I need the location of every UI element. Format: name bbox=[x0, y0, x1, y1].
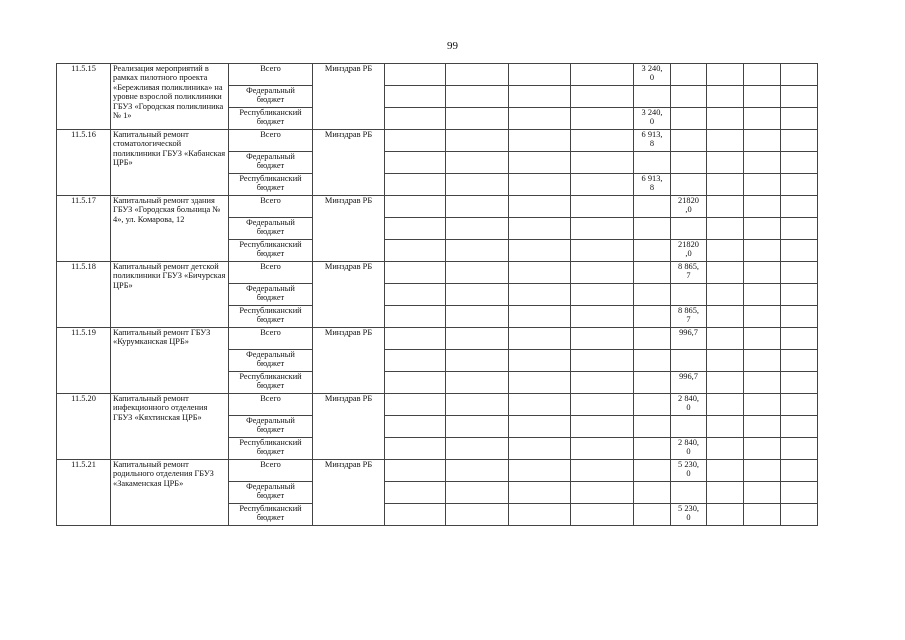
amount-cell: 5 230, 0 bbox=[671, 460, 707, 482]
amount-cell bbox=[571, 130, 634, 152]
measure-name: Капитальный ремонт ГБУЗ «Курумканская ЦРБ» bbox=[111, 328, 229, 394]
amount-cell: 3 240, 0 bbox=[634, 64, 671, 86]
amount-cell: 8 865, 7 bbox=[671, 262, 707, 284]
amount-cell bbox=[509, 284, 571, 306]
amount-cell bbox=[671, 64, 707, 86]
amount-cell bbox=[744, 438, 781, 460]
amount-cell bbox=[509, 328, 571, 350]
amount-cell bbox=[634, 196, 671, 218]
amount-cell bbox=[744, 394, 781, 416]
amount-cell bbox=[571, 152, 634, 174]
amount-cell bbox=[634, 328, 671, 350]
amount-cell bbox=[509, 130, 571, 152]
amount-cell bbox=[385, 350, 446, 372]
amount-cell bbox=[634, 482, 671, 504]
amount-cell bbox=[671, 416, 707, 438]
amount-cell bbox=[634, 460, 671, 482]
funding-source: Республиканский бюджет bbox=[229, 504, 313, 526]
executor: Минздрав РБ bbox=[313, 328, 385, 394]
amount-cell bbox=[446, 504, 509, 526]
amount-cell bbox=[707, 262, 744, 284]
amount-cell bbox=[744, 350, 781, 372]
amount-cell bbox=[509, 196, 571, 218]
amount-cell bbox=[707, 306, 744, 328]
amount-cell bbox=[571, 350, 634, 372]
amount-cell bbox=[707, 64, 744, 86]
funding-source: Федеральный бюджет bbox=[229, 86, 313, 108]
amount-cell bbox=[634, 504, 671, 526]
amount-cell bbox=[509, 152, 571, 174]
amount-cell bbox=[707, 504, 744, 526]
amount-cell bbox=[634, 306, 671, 328]
amount-cell bbox=[571, 504, 634, 526]
amount-cell bbox=[671, 350, 707, 372]
amount-cell bbox=[385, 262, 446, 284]
funding-source: Всего bbox=[229, 130, 313, 152]
amount-cell bbox=[571, 416, 634, 438]
amount-cell bbox=[781, 262, 818, 284]
amount-cell bbox=[634, 350, 671, 372]
amount-cell bbox=[571, 174, 634, 196]
amount-cell bbox=[744, 240, 781, 262]
amount-cell bbox=[707, 438, 744, 460]
amount-cell bbox=[707, 152, 744, 174]
amount-cell: 6 913, 8 bbox=[634, 174, 671, 196]
amount-cell bbox=[509, 240, 571, 262]
amount-cell bbox=[571, 218, 634, 240]
amount-cell bbox=[446, 350, 509, 372]
funding-source: Федеральный бюджет bbox=[229, 350, 313, 372]
table-row bbox=[57, 394, 818, 416]
amount-cell bbox=[385, 416, 446, 438]
funding-source: Всего bbox=[229, 262, 313, 284]
amount-cell: 996,7 bbox=[671, 372, 707, 394]
amount-cell bbox=[446, 86, 509, 108]
amount-cell bbox=[744, 504, 781, 526]
amount-cell bbox=[634, 284, 671, 306]
amount-cell: 996,7 bbox=[671, 328, 707, 350]
amount-cell bbox=[634, 152, 671, 174]
funding-source: Республиканский бюджет bbox=[229, 438, 313, 460]
amount-cell bbox=[509, 174, 571, 196]
row-number: 11.5.15 bbox=[57, 64, 111, 130]
amount-cell bbox=[446, 130, 509, 152]
amount-cell bbox=[671, 86, 707, 108]
amount-cell bbox=[385, 504, 446, 526]
amount-cell bbox=[571, 438, 634, 460]
amount-cell bbox=[446, 482, 509, 504]
amount-cell bbox=[509, 482, 571, 504]
table-row bbox=[57, 328, 818, 350]
amount-cell bbox=[385, 218, 446, 240]
amount-cell bbox=[781, 64, 818, 86]
amount-cell bbox=[671, 482, 707, 504]
amount-cell bbox=[781, 130, 818, 152]
amount-cell bbox=[744, 86, 781, 108]
amount-cell bbox=[385, 86, 446, 108]
amount-cell bbox=[385, 328, 446, 350]
amount-cell bbox=[385, 174, 446, 196]
amount-cell bbox=[744, 64, 781, 86]
amount-cell bbox=[634, 240, 671, 262]
amount-cell bbox=[744, 328, 781, 350]
amount-cell bbox=[781, 328, 818, 350]
amount-cell bbox=[385, 108, 446, 130]
amount-cell bbox=[634, 438, 671, 460]
amount-cell bbox=[781, 306, 818, 328]
amount-cell bbox=[707, 130, 744, 152]
amount-cell bbox=[446, 328, 509, 350]
amount-cell bbox=[385, 482, 446, 504]
funding-source: Федеральный бюджет bbox=[229, 482, 313, 504]
amount-cell bbox=[671, 284, 707, 306]
amount-cell bbox=[671, 174, 707, 196]
row-number: 11.5.20 bbox=[57, 394, 111, 460]
amount-cell bbox=[509, 416, 571, 438]
amount-cell bbox=[446, 152, 509, 174]
amount-cell bbox=[446, 460, 509, 482]
amount-cell bbox=[385, 64, 446, 86]
amount-cell bbox=[671, 218, 707, 240]
row-number: 11.5.17 bbox=[57, 196, 111, 262]
funding-source: Всего bbox=[229, 64, 313, 86]
amount-cell bbox=[634, 262, 671, 284]
amount-cell bbox=[707, 416, 744, 438]
amount-cell bbox=[571, 108, 634, 130]
amount-cell bbox=[446, 174, 509, 196]
executor: Минздрав РБ bbox=[313, 394, 385, 460]
amount-cell: 2 840, 0 bbox=[671, 394, 707, 416]
amount-cell bbox=[781, 372, 818, 394]
budget-table bbox=[56, 63, 818, 526]
amount-cell bbox=[634, 218, 671, 240]
amount-cell bbox=[781, 394, 818, 416]
amount-cell bbox=[781, 482, 818, 504]
amount-cell bbox=[385, 460, 446, 482]
executor: Минздрав РБ bbox=[313, 196, 385, 262]
amount-cell bbox=[781, 152, 818, 174]
amount-cell bbox=[385, 438, 446, 460]
funding-source: Республиканский бюджет bbox=[229, 372, 313, 394]
amount-cell bbox=[446, 438, 509, 460]
amount-cell bbox=[509, 86, 571, 108]
amount-cell bbox=[571, 372, 634, 394]
table-row bbox=[57, 130, 818, 152]
amount-cell bbox=[744, 482, 781, 504]
table-row bbox=[57, 262, 818, 284]
amount-cell bbox=[385, 240, 446, 262]
amount-cell bbox=[781, 240, 818, 262]
row-number: 11.5.21 bbox=[57, 460, 111, 526]
amount-cell bbox=[744, 130, 781, 152]
amount-cell: 6 913, 8 bbox=[634, 130, 671, 152]
amount-cell bbox=[671, 152, 707, 174]
row-number: 11.5.18 bbox=[57, 262, 111, 328]
amount-cell bbox=[446, 306, 509, 328]
executor: Минздрав РБ bbox=[313, 460, 385, 526]
measure-name: Капитальный ремонт стоматологической поликлиники ГБУЗ «Кабанская ЦРБ» bbox=[111, 130, 229, 196]
amount-cell bbox=[571, 262, 634, 284]
amount-cell bbox=[781, 460, 818, 482]
amount-cell bbox=[707, 174, 744, 196]
amount-cell bbox=[744, 372, 781, 394]
amount-cell bbox=[509, 306, 571, 328]
amount-cell bbox=[744, 196, 781, 218]
amount-cell bbox=[707, 284, 744, 306]
measure-name: Капитальный ремонт здания ГБУЗ «Городская больница № 4», ул. Комарова, 12 bbox=[111, 196, 229, 262]
amount-cell bbox=[744, 460, 781, 482]
amount-cell bbox=[781, 284, 818, 306]
amount-cell bbox=[385, 284, 446, 306]
amount-cell bbox=[509, 262, 571, 284]
table-row bbox=[57, 196, 818, 218]
amount-cell bbox=[385, 394, 446, 416]
amount-cell bbox=[571, 394, 634, 416]
amount-cell: 21820 ,0 bbox=[671, 196, 707, 218]
amount-cell bbox=[707, 218, 744, 240]
amount-cell bbox=[671, 130, 707, 152]
amount-cell: 5 230, 0 bbox=[671, 504, 707, 526]
amount-cell bbox=[707, 372, 744, 394]
amount-cell bbox=[781, 438, 818, 460]
amount-cell bbox=[781, 350, 818, 372]
amount-cell: 8 865, 7 bbox=[671, 306, 707, 328]
row-number: 11.5.19 bbox=[57, 328, 111, 394]
amount-cell bbox=[385, 196, 446, 218]
amount-cell bbox=[385, 130, 446, 152]
executor: Минздрав РБ bbox=[313, 262, 385, 328]
amount-cell bbox=[707, 482, 744, 504]
amount-cell bbox=[509, 460, 571, 482]
funding-source: Республиканский бюджет bbox=[229, 240, 313, 262]
amount-cell: 21820 ,0 bbox=[671, 240, 707, 262]
amount-cell bbox=[744, 306, 781, 328]
amount-cell bbox=[509, 504, 571, 526]
amount-cell bbox=[571, 460, 634, 482]
amount-cell bbox=[744, 416, 781, 438]
amount-cell bbox=[446, 64, 509, 86]
amount-cell bbox=[781, 416, 818, 438]
amount-cell bbox=[744, 284, 781, 306]
funding-source: Республиканский бюджет bbox=[229, 108, 313, 130]
measure-name: Капитальный ремонт детской поликлиники ГБУЗ «Бичурская ЦРБ» bbox=[111, 262, 229, 328]
amount-cell bbox=[509, 350, 571, 372]
amount-cell bbox=[571, 64, 634, 86]
amount-cell bbox=[707, 350, 744, 372]
amount-cell bbox=[744, 108, 781, 130]
amount-cell bbox=[509, 438, 571, 460]
amount-cell bbox=[446, 372, 509, 394]
funding-source: Всего bbox=[229, 460, 313, 482]
amount-cell bbox=[446, 416, 509, 438]
amount-cell bbox=[707, 394, 744, 416]
amount-cell bbox=[509, 108, 571, 130]
amount-cell bbox=[571, 306, 634, 328]
amount-cell bbox=[509, 64, 571, 86]
amount-cell bbox=[571, 284, 634, 306]
funding-source: Всего bbox=[229, 196, 313, 218]
amount-cell bbox=[671, 108, 707, 130]
executor: Минздрав РБ bbox=[313, 64, 385, 130]
table-row bbox=[57, 64, 818, 86]
funding-source: Федеральный бюджет bbox=[229, 218, 313, 240]
amount-cell bbox=[707, 86, 744, 108]
amount-cell bbox=[744, 174, 781, 196]
amount-cell bbox=[634, 86, 671, 108]
amount-cell bbox=[446, 284, 509, 306]
amount-cell bbox=[707, 196, 744, 218]
funding-source: Республиканский бюджет bbox=[229, 306, 313, 328]
amount-cell bbox=[781, 174, 818, 196]
amount-cell bbox=[634, 416, 671, 438]
amount-cell bbox=[446, 240, 509, 262]
amount-cell bbox=[744, 152, 781, 174]
measure-name: Капитальный ремонт родильного отделения ГБУЗ «Закаменская ЦРБ» bbox=[111, 460, 229, 526]
amount-cell bbox=[571, 196, 634, 218]
row-number: 11.5.16 bbox=[57, 130, 111, 196]
amount-cell bbox=[509, 372, 571, 394]
funding-source: Федеральный бюджет bbox=[229, 152, 313, 174]
amount-cell bbox=[446, 262, 509, 284]
amount-cell bbox=[744, 218, 781, 240]
table-row bbox=[57, 460, 818, 482]
funding-source: Всего bbox=[229, 328, 313, 350]
amount-cell bbox=[781, 196, 818, 218]
amount-cell bbox=[634, 394, 671, 416]
amount-cell bbox=[707, 460, 744, 482]
amount-cell bbox=[781, 86, 818, 108]
amount-cell bbox=[509, 218, 571, 240]
amount-cell bbox=[744, 262, 781, 284]
amount-cell bbox=[707, 328, 744, 350]
amount-cell bbox=[446, 394, 509, 416]
amount-cell: 3 240, 0 bbox=[634, 108, 671, 130]
executor: Минздрав РБ bbox=[313, 130, 385, 196]
measure-name: Реализация мероприятий в рамках пилотного проекта «Бережливая поликлиника» на уровне взрослой поликлиники ГБУЗ «Городская поликлиника № 1» bbox=[111, 64, 229, 130]
amount-cell bbox=[446, 218, 509, 240]
amount-cell bbox=[781, 108, 818, 130]
amount-cell bbox=[446, 196, 509, 218]
measure-name: Капитальный ремонт инфекционного отделения ГБУЗ «Кяхтинская ЦРБ» bbox=[111, 394, 229, 460]
amount-cell bbox=[446, 108, 509, 130]
amount-cell bbox=[385, 306, 446, 328]
amount-cell bbox=[571, 86, 634, 108]
amount-cell bbox=[385, 372, 446, 394]
funding-source: Республиканский бюджет bbox=[229, 174, 313, 196]
funding-source: Всего bbox=[229, 394, 313, 416]
amount-cell bbox=[707, 108, 744, 130]
amount-cell: 2 840, 0 bbox=[671, 438, 707, 460]
amount-cell bbox=[571, 328, 634, 350]
amount-cell bbox=[781, 218, 818, 240]
amount-cell bbox=[707, 240, 744, 262]
amount-cell bbox=[509, 394, 571, 416]
amount-cell bbox=[571, 482, 634, 504]
amount-cell bbox=[571, 240, 634, 262]
funding-source: Федеральный бюджет bbox=[229, 284, 313, 306]
amount-cell bbox=[781, 504, 818, 526]
page-number: 99 bbox=[447, 40, 458, 52]
amount-cell bbox=[385, 152, 446, 174]
funding-source: Федеральный бюджет bbox=[229, 416, 313, 438]
amount-cell bbox=[634, 372, 671, 394]
